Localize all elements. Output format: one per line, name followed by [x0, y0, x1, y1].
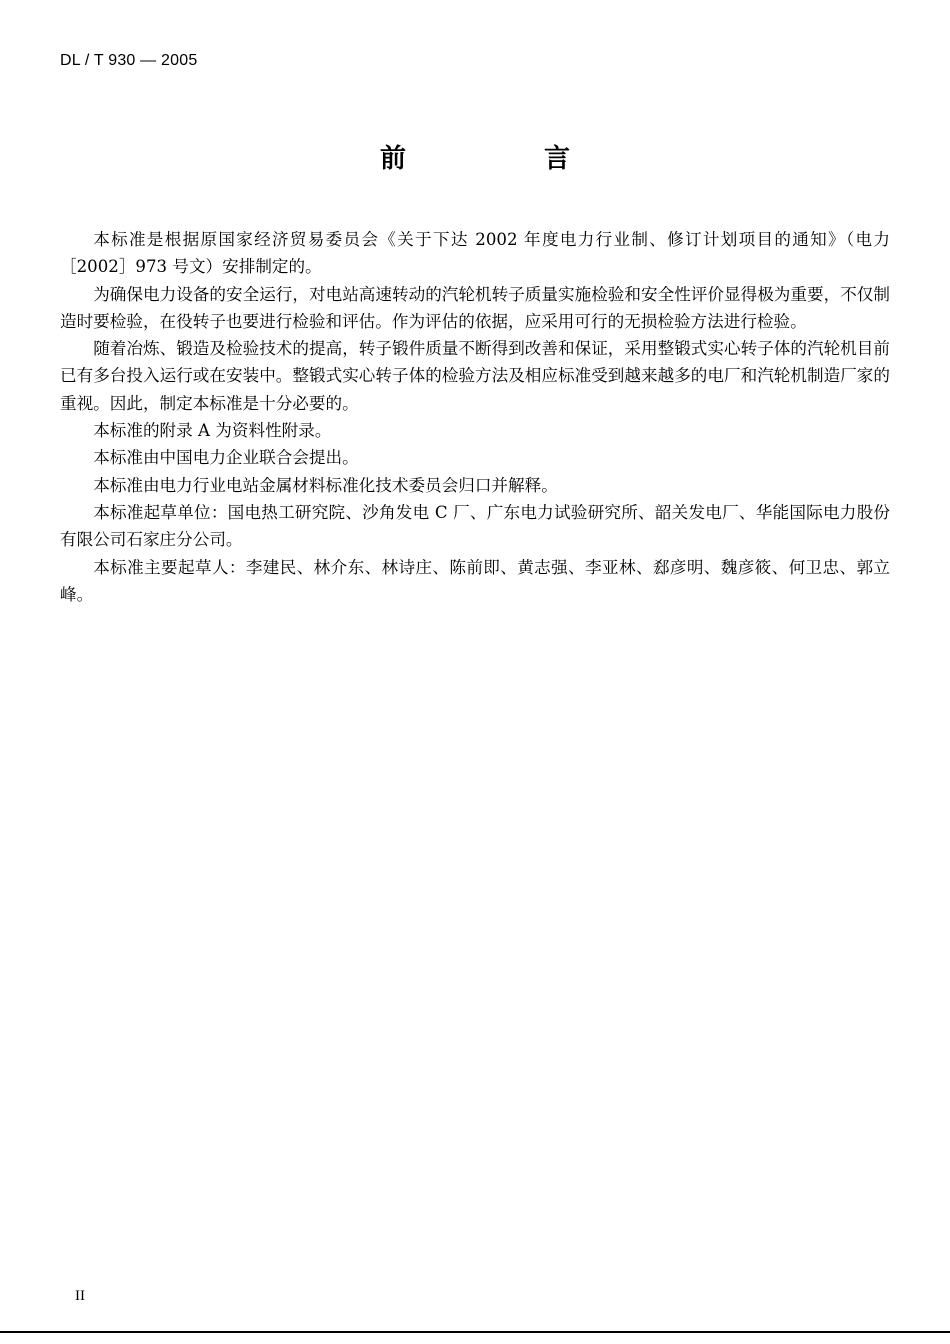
- preface-body: [60, 226, 890, 608]
- paragraph-administrator: 本标准由电力行业电站金属材料标准化技术委员会归口并解释。: [93, 475, 558, 495]
- paragraph-drafting-units: 本标准起草单位：国电热工研究院、沙角发电 C 厂、广东电力试验研究所、韶关发电厂、华能国际电力股份有限公司石家庄分公司。: [60, 502, 890, 550]
- page-title: 前 言: [379, 144, 626, 174]
- paragraph-basis: 本标准是根据原国家经济贸易委员会《关于下达 2002 年度电力行业制、修订计划项目的通知》（电力［2002］973 号文）安排制定的。: [60, 230, 890, 277]
- paragraph-proposer: 本标准由中国电力企业联合会提出。: [93, 448, 359, 468]
- paragraph-drafters: 本标准主要起草人：李建民、林介东、林诗庄、陈前即、黄志强、李亚林、郄彦明、魏彦筱、何卫忠、郭立峰。: [60, 557, 890, 604]
- paragraph-background: 随着冶炼、锻造及检验技术的提高，转子锻件质量不断得到改善和保证，采用整锻式实心转子体的汽轮机目前已有多台投入运行或在安装中。整锻式实心转子体的检验方法及相应标准受到越来越多的电厂和汽轮机制造厂家的重视。因此，制定本标准是十分必要的。: [60, 339, 890, 413]
- bottom-divider: [0, 1331, 950, 1333]
- page-number: II: [75, 1288, 85, 1304]
- paragraph-appendix: 本标准的附录 A 为资料性附录。: [93, 421, 332, 441]
- paragraph-purpose: 为确保电力设备的安全运行，对电站高速转动的汽轮机转子质量实施检验和安全性评价显得极为重要，不仅制造时要检验，在役转子也要进行检验和评估。作为评估的依据，应采用可行的无损检验方法进行检验。: [60, 284, 890, 331]
- document-code: DL / T 930 — 2005: [60, 52, 198, 69]
